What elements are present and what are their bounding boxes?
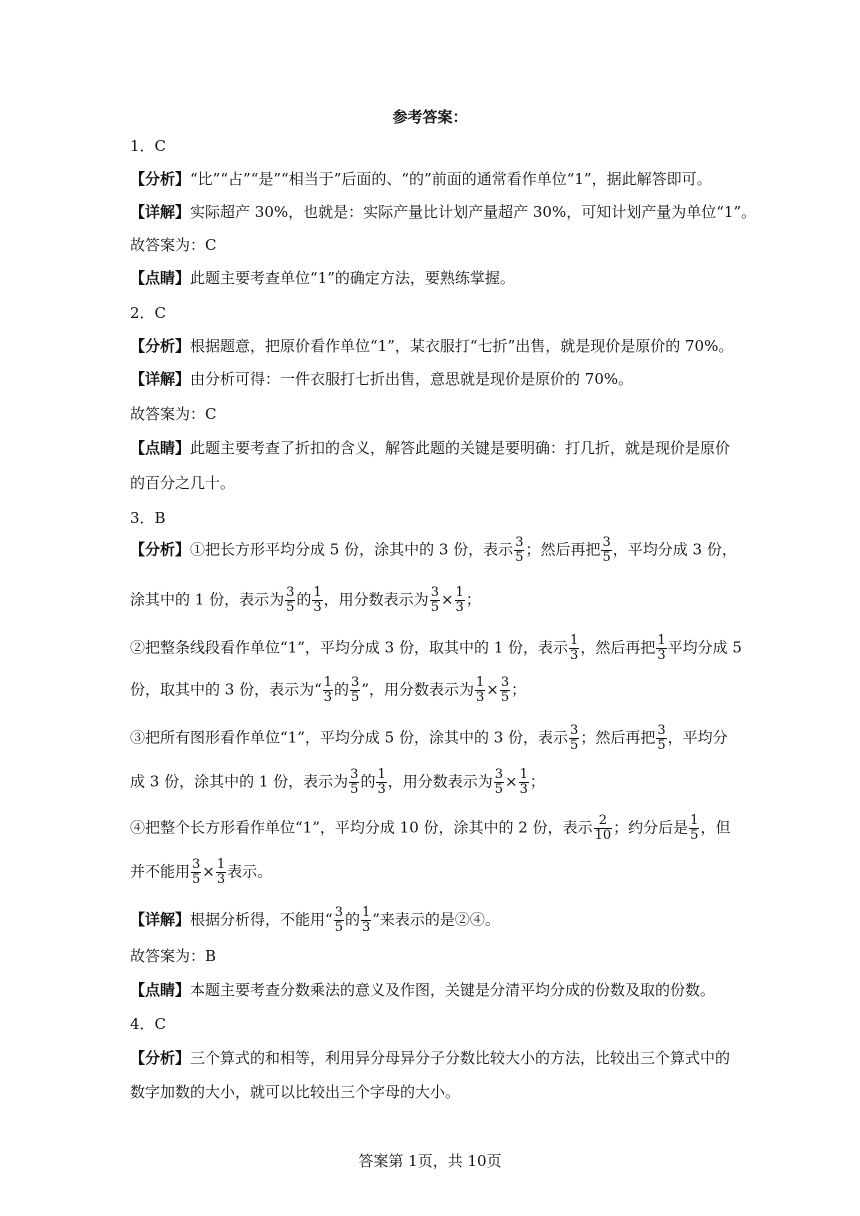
fraction-3-5 [349,768,359,797]
fraction-1-3 [475,676,485,705]
text: 并不能用 [130,862,191,881]
q1-answer: 故答案为：C [130,236,217,254]
q3-analysis-p4 [130,814,730,843]
denominator: 5 [430,600,439,615]
numerator: 3 [192,857,201,872]
fraction-3-5 [656,724,666,753]
tag-detail: 【详解】 [130,910,191,929]
denominator: 3 [323,690,333,705]
tag-comment: 【点睛】 [130,269,191,287]
page-footer: 答案第 1页，共 10页 [358,1152,502,1170]
q3-analysis-p3-cont [130,768,545,797]
q3-number: 3．B [130,509,166,527]
q2-analysis-text: 根据题意，把原价看作单位“1”，某衣服打“七折”出售，就是现价是原价的 70%。 [190,337,734,355]
denominator: 5 [286,600,295,615]
q3-comment-text: 本题主要考查分数乘法的意义及作图，关键是分清平均分成的份数及取的份数。 [190,981,716,999]
denominator: 5 [350,782,359,797]
numerator: 1 [323,675,333,690]
q4-analysis-text-1: 三个算式的和相等，利用异分母异分子分数比较大小的方法，比较出三个算式中的 [190,1049,731,1067]
fraction-2-10 [594,814,613,843]
text: ”，用分数表示为 [361,680,474,699]
q3-answer: 故答案为：B [130,947,217,965]
numerator: 3 [500,675,510,690]
numerator: 3 [515,535,524,550]
denominator: 5 [570,738,579,753]
q3-analysis-p2-cont [130,676,526,705]
numerator: 3 [657,723,666,738]
tag-analysis: 【分析】 [130,540,191,559]
text: 份，取其中的 3 份，表示为“ [130,680,322,699]
text: 的 [334,680,350,699]
text: ；然后再把 [525,540,601,559]
tag-analysis: 【分析】 [130,1049,191,1067]
fraction-1-3 [656,634,666,663]
text: ①把长方形平均分成 5 份，涂其中的 3 份，表示 [190,540,514,559]
text: 的 [344,910,360,929]
text: ”来表示的是②④。 [372,910,500,929]
fraction-1-3 [376,768,386,797]
denominator: 5 [657,738,666,753]
fraction-1-3 [216,858,226,887]
fraction-3-5 [350,676,360,705]
numerator: 1 [570,633,579,648]
fraction-3-5 [334,906,344,935]
times-sign: × [440,590,454,609]
q2-comment-cont: 的百分之几十。 [130,474,236,492]
q1-detail-text: 实际超产 30%，也就是：实际产量比计划产量超产 30%，可知计划产量为单位“1”。 [190,203,757,221]
text: ；然后再把 [580,728,656,747]
fraction-1-3 [569,634,579,663]
q1-comment [130,267,515,289]
denominator: 5 [192,872,201,887]
text: ，平均分 [667,728,728,747]
numerator: 1 [361,905,371,920]
tag-comment: 【点睛】 [130,439,191,457]
text: ； [529,772,545,791]
q1-comment-text: 此题主要考查单位“1”的确定方法，要熟练掌握。 [190,269,515,287]
q1-analysis [130,168,712,190]
q3-analysis-p1 [130,536,737,565]
fraction-3-5 [514,536,524,565]
times-sign: × [202,862,215,881]
q1-number: 1．C [130,137,167,155]
tag-analysis: 【分析】 [130,337,191,355]
q3-analysis-p2 [130,634,742,663]
tag-comment: 【点睛】 [130,981,191,999]
text: ，用分数表示为 [387,772,493,791]
fraction-1-3 [323,676,333,705]
denominator: 5 [500,690,510,705]
denominator: 3 [377,782,386,797]
denominator: 3 [519,782,528,797]
numerator: 1 [519,767,528,782]
q2-comment-text-1: 此题主要考查了折扣的含义，解答此题的关键是要明确：打几折，就是现价是原价 [190,439,731,457]
numerator: 3 [351,675,360,690]
times-sign: × [505,772,518,791]
text: ；约分后是 [613,818,689,837]
numerator: 3 [286,585,295,600]
times-sign: × [486,680,499,699]
text: ②把整条线段看作单位“1”，平均分成 3 份，取其中的 1 份，表示 [130,638,569,657]
denominator: 5 [334,920,343,935]
q2-detail-text: 由分析可得：一件衣服打七折出售，意思就是现价是原价的 70%。 [190,370,634,388]
denominator: 3 [657,648,666,663]
numerator: 1 [690,813,699,828]
q3-detail [130,906,500,935]
numerator: 3 [570,723,579,738]
q3-analysis-p1-cont [130,586,481,615]
text: ，用分数表示为 [323,590,429,609]
numerator: 1 [377,767,386,782]
page-title: 参考答案： [392,108,468,126]
q4-analysis [130,1047,730,1069]
denominator: 5 [515,550,524,565]
text: 平均分成 5 [667,638,742,657]
q2-answer: 故答案为：C [130,405,217,423]
fraction-3-5 [494,768,504,797]
text: 的 [296,590,312,609]
denominator: 3 [216,872,226,887]
numerator: 3 [430,585,439,600]
q1-analysis-text: “比”“占”“是”“相当于”后面的、“的”前面的通常看作单位“1”，据此解答即可。 [190,170,712,188]
text: 表示。 [227,862,273,881]
q3-analysis-p3 [130,724,728,753]
q1-detail [130,201,756,223]
tag-detail: 【详解】 [130,203,191,221]
fraction-3-5 [500,676,510,705]
numerator: 3 [602,535,611,550]
denominator: 3 [476,690,485,705]
tag-detail: 【详解】 [130,370,191,388]
numerator: 3 [334,905,343,920]
text: ③把所有图形看作单位“1”，平均分成 5 份，涂其中的 3 份，表示 [130,728,569,747]
q3-analysis-p4-cont [130,858,272,887]
text: ，然后再把 [580,638,656,657]
denominator: 3 [361,920,371,935]
q2-detail [130,368,633,390]
denominator: 3 [455,600,464,615]
denominator: 5 [494,782,504,797]
fraction-3-5 [430,586,440,615]
text: ，平均分成 3 份， [612,540,737,559]
denominator: 5 [351,690,360,705]
fraction-1-3 [455,586,465,615]
numerator: 2 [594,814,613,829]
q2-number: 2．C [130,304,167,322]
fraction-3-5 [191,858,201,887]
fraction-3-5 [601,536,611,565]
denominator: 3 [570,648,579,663]
numerator: 1 [216,857,226,872]
denominator: 5 [602,550,611,565]
fraction-1-5 [689,814,699,843]
fraction-1-3 [519,768,529,797]
fraction-3-5 [285,586,295,615]
q2-comment [130,437,730,459]
q4-number: 4．C [130,1015,167,1033]
text: 成 3 份，涂其中的 1 份，表示为 [130,772,349,791]
text: ，但 [700,818,731,837]
q3-comment [130,979,715,1001]
text: ； [465,590,481,609]
q4-analysis-cont: 数字加数的大小，就可以比较出三个字母的大小。 [130,1083,461,1101]
fraction-1-3 [312,586,322,615]
numerator: 3 [494,767,504,782]
denominator: 10 [594,828,612,843]
text: ④把整个长方形看作单位“1”，平均分成 10 份，涂其中的 2 份，表示 [130,818,593,837]
numerator: 1 [313,585,322,600]
denominator: 3 [313,600,322,615]
text: ； [511,680,527,699]
q2-analysis [130,335,733,357]
denominator: 5 [690,828,699,843]
text: 涂其中的 1 份，表示为 [130,590,285,609]
text: 的 [360,772,376,791]
numerator: 1 [657,633,666,648]
fraction-1-3 [361,906,371,935]
numerator: 1 [455,585,464,600]
numerator: 1 [476,675,485,690]
text: 根据分析得，不能用“ [190,910,333,929]
fraction-3-5 [569,724,579,753]
tag-analysis: 【分析】 [130,170,191,188]
numerator: 3 [350,767,359,782]
